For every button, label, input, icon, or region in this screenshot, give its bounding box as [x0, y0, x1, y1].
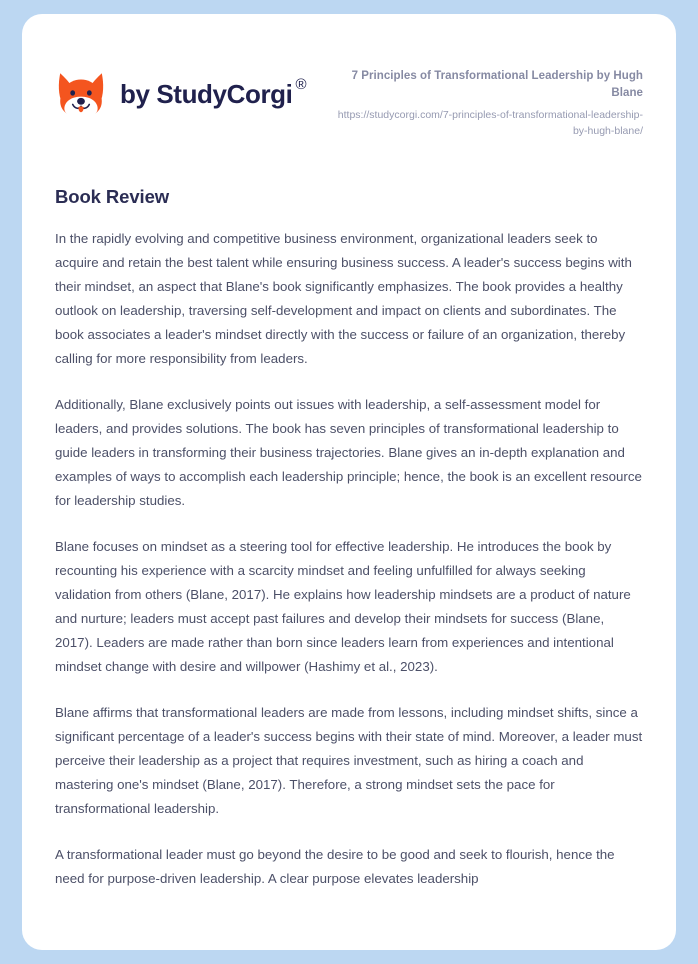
brand-wordmark: [120, 76, 307, 109]
brand-logo[interactable]: [55, 60, 307, 120]
paragraph: Blane focuses on mindset as a steering tool for effective leadership. He introduces the book by recounting his experience with a scarcity mindset and feeling unfulfilled for always seeking validation from others (Blane, 2017). He explains how leadership mindsets are a product of nature and nurture; leaders must accept past failures and develop their mindsets for success (Blane, 2017). Leaders are made rather than born since leaders learn from experiences and intentional mindset change with desire and willpower (Hashimy et al., 2023).: [55, 538, 631, 674]
document-title: 7 Principles of Transformational Leadership by Hugh Blane: [351, 70, 643, 99]
document-url[interactable]: https://studycorgi.com/7-principles-of-transformational-leadership-by-hugh-blane/: [337, 109, 643, 137]
document-header: [55, 60, 643, 139]
page-title: Book Review: [55, 185, 170, 207]
corgi-dog-face-icon: [55, 68, 107, 120]
paragraph: Blane affirms that transformational leaders are made from lessons, including mindset shifts, since a significant percentage of a leader's success begins with their state of mind. Moreover, a leader must perceive their leadership as a project that requires investment, such as hiring a coach and mastering one's mindset (Blane, 2017). Therefore, a strong mindset sets the pace for transformational leadership.: [55, 704, 643, 816]
document-content: [22, 14, 676, 891]
paragraph: Additionally, Blane exclusively points out issues with leadership, a self-assessment model for leaders, and provides solutions. The book has seven principles of transformational leadership to guide leaders in transforming their business trajectories. Blane gives an in-depth explanation and examples of ways to accomplish each leadership principle; hence, the book is an excellent resource for leadership studies.: [55, 396, 642, 508]
registered-trademark-icon: ®: [295, 76, 307, 93]
article-body: [55, 186, 643, 891]
document-meta: [325, 60, 643, 139]
brand-name: by StudyCorgi: [120, 79, 293, 109]
document-page: [22, 14, 676, 950]
paragraph: In the rapidly evolving and competitive business environment, organizational leaders seek to acquire and retain the best talent while ensuring business success. A leader's success begins with their mindset, an aspect that Blane's book significantly emphasizes. The book provides a healthy outlook on leadership, traversing self-development and impact on clients and subordinates. The book associates a leader's mindset directly with the success or failure of an organization, thereby calling for more responsibility from leaders.: [55, 230, 632, 366]
paragraph: A transformational leader must go beyond the desire to be good and seek to flourish, hence the need for purpose-driven leadership. A clear purpose elevates leadership: [55, 846, 615, 886]
